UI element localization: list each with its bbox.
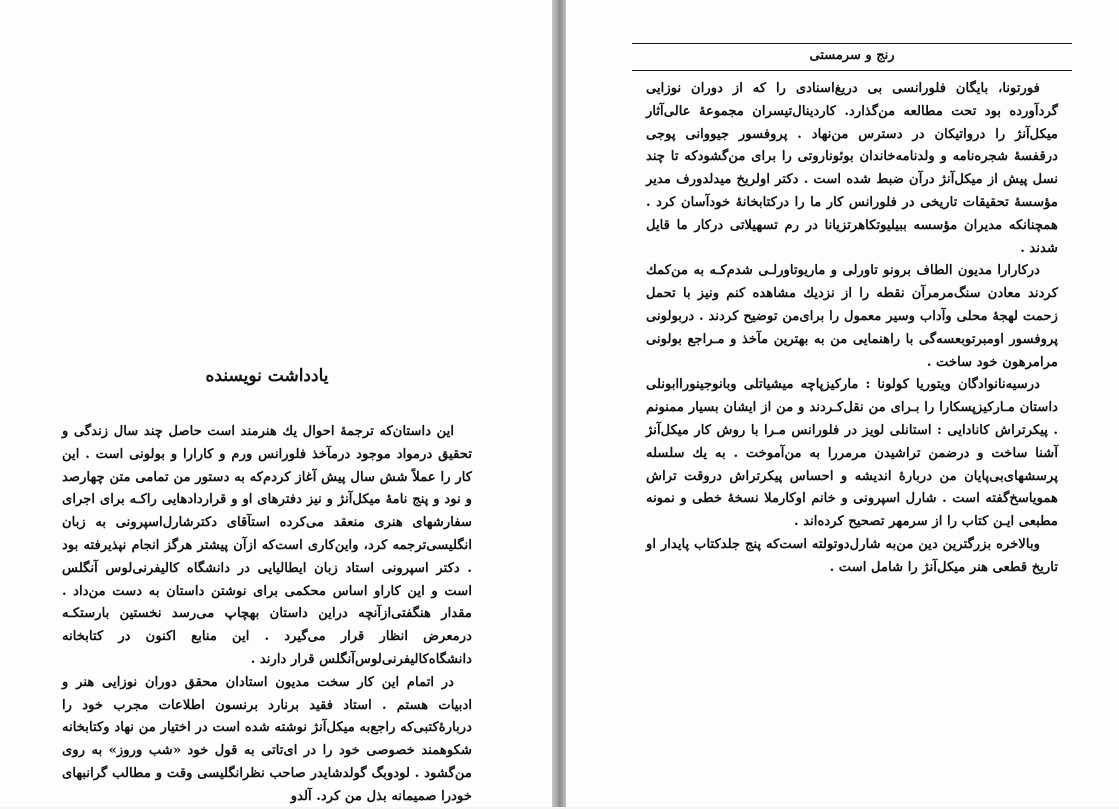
- right-page: [566, 0, 1119, 807]
- book-gutter: [552, 0, 566, 807]
- right-paragraph-1: فورتونا، بایگان فلورانسی بی دریغ‌اسنادی را که از دوران نوزایی گردآورده بود تحت مطالعه من‌گذارد. کاردینال‌تیسران مجموعهٔ عالی‌آثار میکل‌آنژ را درواتیکان در دسترس من‌نهاد . پروفسور جیووانی پوجی درقفسهٔ شجره‌نامه و ولدنامه‌خاندان بوئوناروتی را برای من‌گشودکه تا چند نسل پیش از میکل‌آنژ درآن ضبط شده است . دکتر اولریخ میدلدورف مدیر مؤسسهٔ تحقیقات تاریخی در فلورانس کار ما را درکتابخانهٔ خودآسان کرد . همچنانکه مدیران مؤسسه ببیلیوتکاهرتزیانا در رم تسهیلاتی درکار ما قایل شدند .: [646, 81, 1059, 256]
- right-paragraph-4: وبالاخره بزرگترین دین من‌به شارل‌دوتولته است‌که پنج جلدکتاب پایدار او تاریخ قطعی هنر میکل‌آنژ را شامل است .: [646, 536, 1058, 575]
- header-rule-top: [632, 43, 1072, 44]
- left-page-body: [62, 421, 472, 809]
- right-page-body: [646, 78, 1058, 580]
- section-title: یادداشت نویسنده: [205, 366, 329, 386]
- right-paragraph-3: درسیه‌نانوادگان ویتوریا کولونا : مارکیزپاچه میشیاتلی وبانوجینوراابونلی داستان مـارکیزپسکارا را بـرای من نقل‌کـردند و من از ایشان بسیار ممنونم . پیکرتراش کانادایی : استانلی لویز در فلورانس مـرا با روش کار میکل‌آنژ آشنا ساخت و درضمن تراشیدن مرمررا به من‌آموخت . به یك سلسله پرسشهای‌بی‌پایان من دربارهٔ اندیشه و احساس پیکرتراش دروقت تراش همویاسخ‌گفته است . شارل اسپرونی و خانم اوکارملا نسخهٔ خطی و نمونه مطبعی ایـن کتاب را از سرمهر تصحیح کرده‌اند .: [646, 377, 1058, 530]
- left-paragraph-1: این داستان‌که ترجمهٔ احوال یك هنرمند است حاصل چند سال زندگی و تحقیق درمواد موجود درمآخذ فلورانس ورم و کارارا و بولونی است . این کار را عملاً شش سال پیش آغاز کردم‌که به دستور من تمامی متن چهارصد و نود و پنج نامهٔ میکل‌آنژ و نیز دفترهای او و قراردادهایی راکـه برای اجرای سفارشهای هنری منعقد می‌کرده استآقای دکترشارل‌اسپرونی به زبان انگلیسی‌ترجمه کرد، واین‌کاری است‌که ازآن پیشتر هرگز انجام نپذیرفته بود . دکتر اسپرونی استاد زبان ایطالیایی در دانشگاه کالیفرنی‌لوس آنگلس است و این کاراو اساس محکمی برای نوشتن داستان به دست من‌داد . مقدار هنگفتی‌ازآنچه دراین داستان بهچاپ می‌رسد نخستین بارستکـه درمعرض انظار قرار می‌گیرد . این منابع اکنون در کتابخانه دانشگاه‌کالیفرنی‌لوس‌آنگلس قرار دارند .: [62, 424, 472, 667]
- running-head: رنج و سرمستی: [809, 48, 895, 63]
- header-rule-bottom: [632, 70, 1072, 71]
- right-paragraph-2: درکارارا مدیون الطاف برونو تاورلی و ماریوتاورلـی شدم‌کـه به من‌کمك کردند معادن سنگ‌مرمرآن نقطه را از نزدیك مشاهده کنم ونیز با تحمل زحمت لهجهٔ محلی وآداب وسیر معمول را برای‌من توضیح کردند . دربولونی پروفسور اومبرتوبعسه‌گی با راهنمایی من به بهترین مآخذ و مـراجع بولونی مرامرهون خود ساخت .: [646, 263, 1058, 370]
- left-paragraph-2: در اتمام این کار سخت مدیون استادان محقق دوران نوزایی هنر و ادبیات هستم . استاد فقید برنارد برنسون اطلاعات مجرب خود را دربارهٔ‌کتبی‌که راجع‌به میکل‌آنژ نوشته شده است در اختیار من نهاد وکتابخانه شکوهمند خصوصی خود را در ای‌تاتی به قول خود «شب وروز» به روی من‌گشود . لودوبگ گولدشایدر صاحب نظرانگلیسی وقت و مطالب گرانبهای خودرا صمیمانه بذل من کرد. آلدو: [62, 674, 472, 804]
- left-page: [0, 0, 552, 807]
